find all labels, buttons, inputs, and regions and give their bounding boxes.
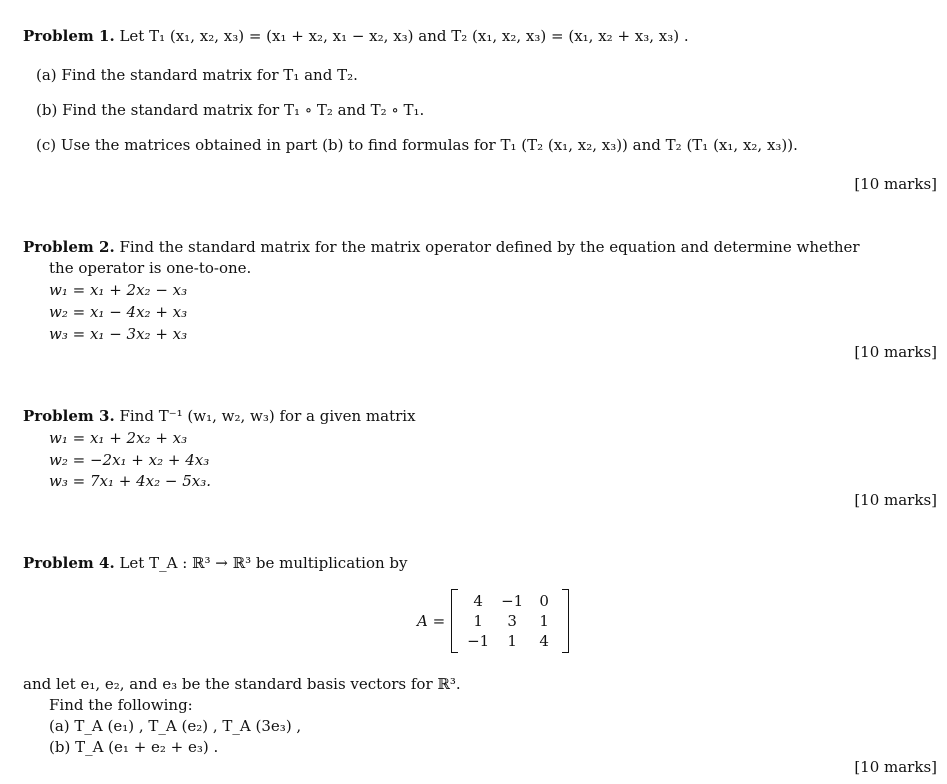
matrix-cell: 3 xyxy=(507,612,517,630)
problem4-marks: [10 marks] xyxy=(854,758,937,776)
matrix-cell: 1 xyxy=(473,612,483,630)
problem2-label: Problem 2. xyxy=(23,238,115,256)
problem1-part-a: (a) Find the standard matrix for T₁ and T₂. xyxy=(36,66,358,84)
matrix-label: A = xyxy=(417,612,446,630)
problem3-statement: Find T⁻¹ (w₁, w₂, w₃) for a given matrix xyxy=(119,407,416,425)
matrix-cell: −1 xyxy=(501,592,524,610)
problem3-equation-2: w₂ = −2x₁ + x₂ + 4x₃ xyxy=(49,451,210,469)
problem2-header xyxy=(23,238,860,256)
problem1-label: Problem 1. xyxy=(23,27,115,45)
matrix-cell: 4 xyxy=(539,632,549,650)
problem2-equation-2: w₂ = x₁ − 4x₂ + x₃ xyxy=(49,303,188,321)
matrix-cell: −1 xyxy=(467,632,490,650)
problem4-label: Problem 4. xyxy=(23,554,115,572)
problem2-statement-line2: the operator is one-to-one. xyxy=(49,259,252,277)
left-bracket xyxy=(451,589,458,653)
problem2-marks: [10 marks] xyxy=(854,343,937,361)
problem3-equation-3: w₃ = 7x₁ + 4x₂ − 5x₃. xyxy=(49,472,211,490)
problem1-marks: [10 marks] xyxy=(854,175,937,193)
problem4-statement: Let T_A : ℝ³ → ℝ³ be multiplication by xyxy=(119,554,408,572)
problem4-part-a: (a) T_A (e₁) , T_A (e₂) , T_A (3e₃) , xyxy=(49,717,302,735)
problem3-marks: [10 marks] xyxy=(854,491,937,509)
matrix-A xyxy=(417,588,569,654)
problem1-statement: Let T₁ (x₁, x₂, x₃) = (x₁ + x₂, x₁ − x₂, x₃) and T₂ (x₁, x₂, x₃) = (x₁, x₂ + x₃, x₃) . xyxy=(119,27,689,45)
problem4-find: Find the following: xyxy=(49,696,193,714)
matrix-cell: 1 xyxy=(507,632,517,650)
matrix-cell: 1 xyxy=(539,612,549,630)
right-bracket xyxy=(562,589,569,653)
matrix-grid xyxy=(458,591,562,651)
problem2-equation-3: w₃ = x₁ − 3x₂ + x₃ xyxy=(49,325,188,343)
problem3-header xyxy=(23,407,416,425)
problem2-statement-line1: Find the standard matrix for the matrix operator defined by the equation and determine whether xyxy=(119,238,860,256)
problem4-header xyxy=(23,554,408,572)
problem4-after-matrix: and let e₁, e₂, and e₃ be the standard basis vectors for ℝ³. xyxy=(23,675,461,693)
problem4-part-b: (b) T_A (e₁ + e₂ + e₃) . xyxy=(49,738,219,756)
problem3-label: Problem 3. xyxy=(23,407,115,425)
matrix-cell: 4 xyxy=(473,592,483,610)
problem1-part-c: (c) Use the matrices obtained in part (b) to find formulas for T₁ (T₂ (x₁, x₂, x₃)) and T₂ (T₁ (x₁, x₂, x₃)). xyxy=(36,136,798,154)
problem1-header xyxy=(23,27,689,45)
problem2-equation-1: w₁ = x₁ + 2x₂ − x₃ xyxy=(49,281,188,299)
problem1-part-b: (b) Find the standard matrix for T₁ ∘ T₂ and T₂ ∘ T₁. xyxy=(36,101,425,119)
problem3-equation-1: w₁ = x₁ + 2x₂ + x₃ xyxy=(49,429,188,447)
matrix-cell: 0 xyxy=(539,592,549,610)
